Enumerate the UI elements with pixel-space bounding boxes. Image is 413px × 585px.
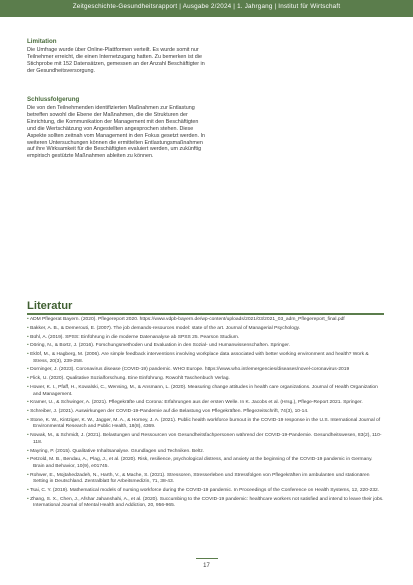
reference-item: • Bühl, A. (2019). SPSS: Einführung in die moderne Datenanalyse ab SPSS 25. Pearson Studium.: [27, 335, 385, 342]
reference-item: • Kramer, U., & Schwinger, A. (2021). Pflegekräfte und Corona: Erfahrungen aus der ersten Welle. In K. Jacobs et al. (Hrsg.), Pflege-Report 2021. Springer.: [27, 400, 385, 407]
reference-item: • ADM Pflegerat Bayern. (2020). Pflegereport 2020. https://www.vdpb-bayern.de/wp-content/uploads/2021/03/2021_03_adm_Pflegereport_final.pdf: [27, 317, 385, 324]
reference-item: • Mayring, P. (2015). Qualitative Inhaltsanalyse. Grundlagen und Techniken. Beltz.: [27, 449, 385, 456]
reference-item: • Stone, K. W., Kintziger, K. W., Jagger, M. A., & Horney, J. A. (2021). Public health workforce burnout in the COVID-19 response in the U.S. International Journal of Environmental Research and Public Health, 18(8), 4369.: [27, 418, 385, 431]
reference-item: • Bakker, A. B., & Demerouti, E. (2007). The job demands-resources model: state of the art. Journal of Managerial Psychology.: [27, 326, 385, 333]
reference-item: • Eklöf, M., & Hagberg, M. (2006). Are simple feedback interventions involving workplace data associated with better working environment and health? Work & Stress, 20(3), 239-258.: [27, 352, 385, 365]
reference-item: • Petzold, M. B., Bendau, A., Plag, J., et al. (2020). Risk, resilience, psychological distress, and anxiety at the beginning of the COVID-19 pandemic in Germany. Brain and Behavior, 10(9), e01745.: [27, 457, 385, 470]
page-header: [0, 0, 413, 17]
page-number-rule: [196, 558, 218, 559]
section-limitation: [27, 38, 205, 75]
section-text: Die Umfrage wurde über Online-Plattformen verteilt. Es wurde somit nur Teilnehmer erreicht, die einen Internetzugang hatten. Zu bemerken ist die Stichprobe mit 152 Datensätzen, gemessen an der Anzahl Beschäftigter in der Gesundheitsversorgung.: [27, 47, 205, 74]
section-heading: Schlussfolgerung: [27, 96, 80, 103]
reference-list: [27, 317, 385, 512]
reference-item: • Nowak, M., & Schmidt, J. (2021). Belastungen und Ressourcen von Gesundheitsfachpersonen während der COVID-19-Pandemie. Gesundheitswesen, 83(2), 110-118.: [27, 433, 385, 446]
section-heading: Limitation: [27, 38, 57, 45]
reference-item: • Rohwer, E., Mojtahedzadeh, N., Harth, V., & Mache, S. (2021). Stressoren, Stresserleben und Stressfolgen von Pflegekräften im ambulanten und stationären Setting in Deutschland. Zentralblatt für Arbeitsmedizin, 71, 38-43.: [27, 473, 385, 486]
literature-divider: [27, 313, 384, 315]
reference-item: • Zhang, S. X., Chen, J., Afshar Jahanshahi, A., et al. (2020). Succumbing to the COVID-19 pandemic: healthcare workers not satisfied and intend to leave their jobs. International Journal of Mental Health and Addiction, 20, 956-965.: [27, 497, 385, 510]
reference-item: • Hower, K. I., Pfaff, H., Kowalski, C., Wensing, M., & Ansmann, L. (2020). Measuring change attitudes in health care organizations. Journal of Health Organization and Management.: [27, 385, 385, 398]
section-conclusion: [27, 96, 205, 160]
page-number: 17: [203, 563, 210, 569]
reference-item: • Dorninger, J. (2023). Coronavirus disease (COVID-19) pandemic. WHO Europe. https://www.who.int/emergencies/diseases/novel-coronavirus-2019: [27, 367, 385, 374]
section-text: Die von den Teilnehmenden identifizierten Maßnahmen zur Entlastung betreffen sowohl die Ebene der Maßnahmen, die die Strukturen der Einrichtung, die Kommunikation der Management mit den Beschäftigten und die Wertschätzung von Angestellten angesprochen stehen. Diese Aspekte sollten zeitnah vom Management in den Fokus gesetzt werden. In weiteren Untersuchungen können die ermittelten Entlastungsmaßnahmen auf ihre Wirksamkeit für die Beschäftigten evaluiert werden, um zukünftig empirisch gestützte Maßnahmen ableiten zu können.: [27, 105, 205, 160]
reference-item: • Tsai, C. Y. (2019). Mathematical models of nursing workforce during the COVID-19 pandemic. In Proceedings of the Conference on Health Systems, 12, 220-232.: [27, 488, 385, 495]
reference-item: • Flick, U. (2020). Qualitative Sozialforschung. Eine Einführung. Rowohlt Taschenbuch Verlag.: [27, 376, 385, 383]
header-text: Zeitgeschichte-Gesundheitsrapport | Ausgabe 2/2024 | 1. Jahrgang | Institut für Wirtschaft: [72, 3, 341, 10]
reference-item: • Döring, N., & Bortz, J. (2016). Forschungsmethoden und Evaluation in den Sozial- und Humanwissenschaften. Springer.: [27, 343, 385, 350]
reference-item: • Schreiber, J. (2021). Auswirkungen der COVID-19-Pandemie auf die Belastung von Pflegekräften. Pflegezeitschrift, 74(3), 10-14.: [27, 409, 385, 416]
literature-title: Literatur: [27, 300, 73, 312]
